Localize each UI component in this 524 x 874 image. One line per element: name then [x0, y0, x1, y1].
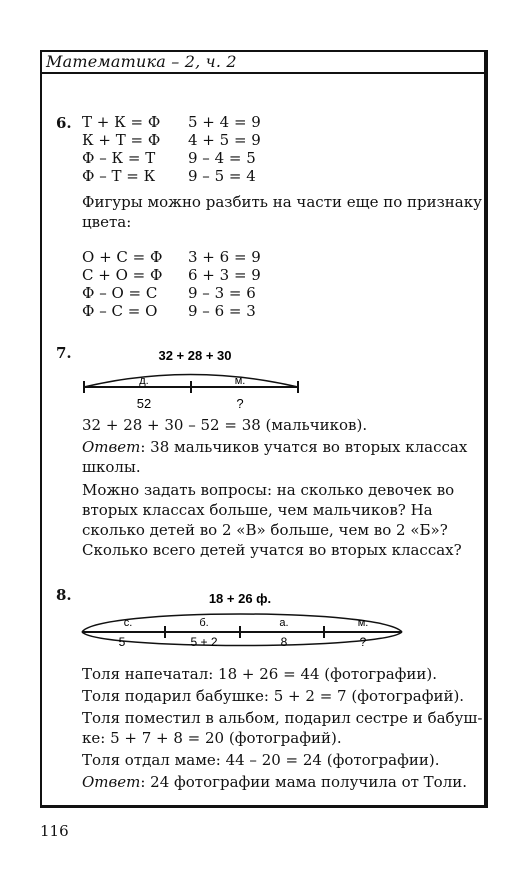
- task8-solution-line: Толя напечатал: 18 + 26 = 44 (фотографии).: [82, 665, 438, 683]
- task6-letter-eq: Т + К = Ф: [82, 113, 161, 131]
- task6-number-eq: 9 – 4 = 5: [188, 149, 256, 167]
- page-number: 116: [40, 822, 69, 840]
- part-value-girls: 52: [136, 396, 152, 411]
- answer-text: : 24 фотографии мама получила от Толи.: [140, 773, 467, 791]
- part-value: 5 + 2: [190, 635, 218, 649]
- task6-number-eq2: 9 – 6 = 3: [188, 302, 256, 320]
- task6-number-eq2: 6 + 3 = 9: [188, 266, 261, 284]
- header-title: Математика – 2, ч. 2: [46, 52, 237, 71]
- task6-number: 6.: [56, 114, 72, 132]
- answer-label: Ответ: [82, 438, 141, 456]
- part-label: б.: [199, 617, 209, 629]
- task6-letter-eq: К + Т = Ф: [82, 131, 161, 149]
- part-value-boys: ?: [236, 396, 244, 411]
- task6-letter-eq2: С + О = Ф: [82, 266, 163, 284]
- task7-answer: [82, 438, 467, 457]
- task8-solution-line: Толя поместил в альбом, подарил сестре и бабуш-: [82, 709, 483, 727]
- task6-letter-eq2: О + С = Ф: [82, 248, 163, 266]
- task6-number-eq2: 9 – 3 = 6: [188, 284, 256, 302]
- task7-question-line: вторых классах больше, чем мальчиков? На: [82, 501, 433, 519]
- part-label-boys: м.: [234, 375, 246, 387]
- task8-solution-line: ке: 5 + 7 + 8 = 20 (фотографий).: [82, 729, 342, 747]
- part-value: ?: [359, 635, 367, 649]
- part-label: м.: [357, 617, 369, 629]
- task8-number: 8.: [56, 586, 72, 604]
- task6-letter-eq: Ф – Т = К: [82, 167, 156, 185]
- task6-number-eq2: 3 + 6 = 9: [188, 248, 261, 266]
- part-label-girls: д.: [139, 375, 149, 387]
- part-label: с.: [123, 617, 133, 629]
- task6-number-eq: 5 + 4 = 9: [188, 113, 261, 131]
- task8-solution-line: Толя отдал маме: 44 – 20 = 24 (фотографии).: [82, 751, 440, 769]
- task6-number-eq: 9 – 5 = 4: [188, 167, 256, 185]
- task7-solution: 32 + 28 + 30 – 52 = 38 (мальчиков).: [82, 416, 368, 434]
- task6-number-eq: 4 + 5 = 9: [188, 131, 261, 149]
- answer-text: : 38 мальчиков учатся во вторых классах: [140, 438, 468, 456]
- task7-question-line: сколько детей во 2 «В» больше, чем во 2 «Б»?: [82, 521, 448, 539]
- task8-segment-diagram: [78, 586, 412, 656]
- page-header: [40, 50, 488, 74]
- answer-label: Ответ: [82, 773, 141, 791]
- part-value: 5: [118, 635, 126, 649]
- task7-segment-diagram: [80, 344, 310, 416]
- task6-text: Фигуры можно разбить на части еще по признаку: [82, 193, 482, 211]
- task6-letter-eq2: Ф – С = О: [82, 302, 158, 320]
- task6-letter-eq2: Ф – О = С: [82, 284, 158, 302]
- task7-number: 7.: [56, 344, 72, 362]
- task8-solution-line: Толя подарил бабушке: 5 + 2 = 7 (фотографий).: [82, 687, 465, 705]
- task6-letter-eq: Ф – К = Т: [82, 149, 156, 167]
- task7-question-line: Сколько всего детей учатся во вторых классах?: [82, 541, 462, 559]
- task7-answer-cont: школы.: [82, 458, 141, 476]
- diagram-total-label: 18 + 26 ф.: [208, 591, 272, 606]
- part-value: 8: [280, 635, 288, 649]
- task7-question-line: Можно задать вопросы: на сколько девочек во: [82, 481, 455, 499]
- task6-text: цвета:: [82, 213, 132, 231]
- bottom-arc: [82, 632, 402, 646]
- task8-answer: [82, 773, 467, 792]
- diagram-total-label: 32 + 28 + 30: [158, 348, 232, 363]
- part-label: а.: [279, 617, 289, 629]
